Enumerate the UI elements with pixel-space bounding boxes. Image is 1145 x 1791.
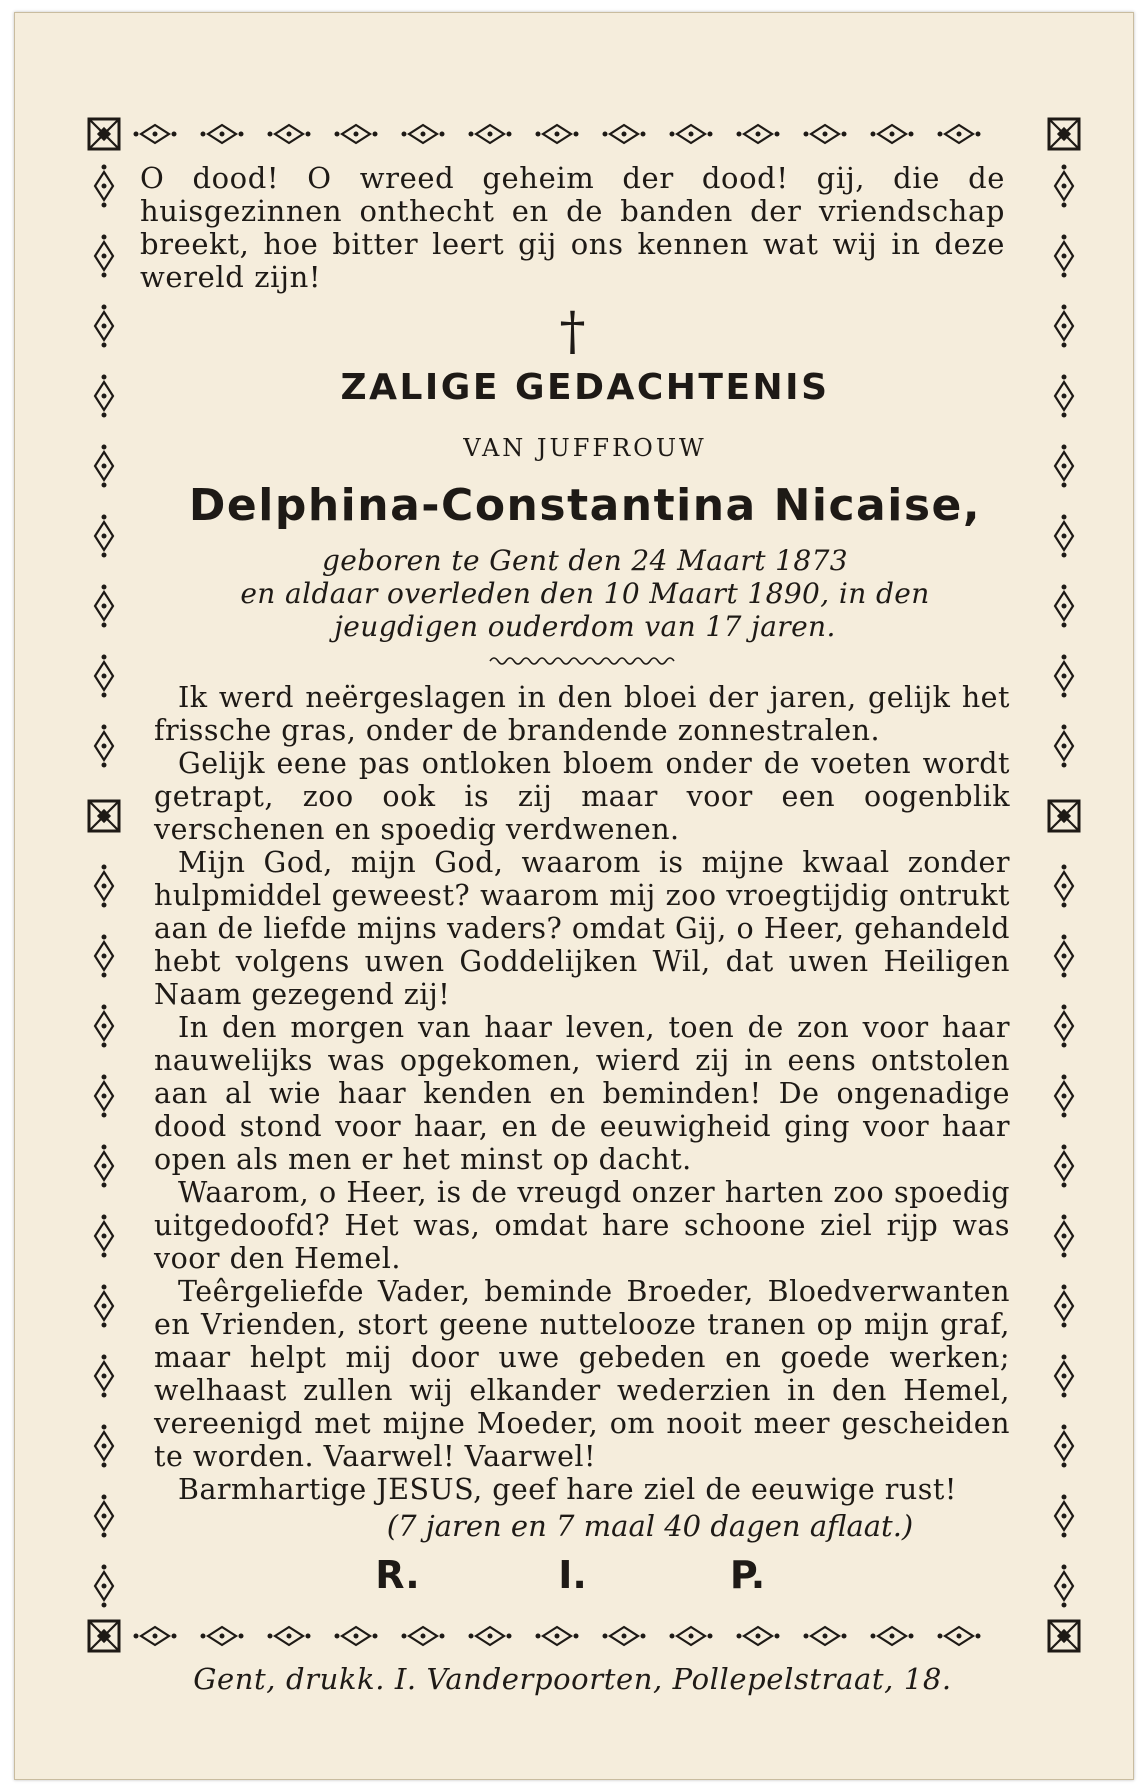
border-dot	[102, 1043, 107, 1048]
border-dot	[102, 655, 107, 660]
border-dot	[938, 132, 943, 137]
border-dot	[102, 1215, 107, 1220]
border-dot	[1062, 1304, 1067, 1309]
border-dot	[1062, 273, 1067, 278]
border-dot	[555, 132, 560, 137]
border-dot	[102, 744, 107, 749]
border-dot	[737, 1634, 742, 1639]
border-dot	[775, 132, 780, 137]
paragraph: In den morgen van haar leven, toen de zon voor haar nauwelijks was opgekomen, wierd zij in eens ontstolen aan al wie haar kenden en beminden! De ongenadige dood stond voor haar, en de eeuwigheid ging voor haar open als men er het minst op dacht.	[154, 1011, 1010, 1176]
border-dot	[102, 184, 107, 189]
border-dot	[440, 1634, 445, 1639]
border-dot	[373, 132, 378, 137]
border-dot	[890, 1634, 895, 1639]
border-dot	[201, 1634, 206, 1639]
border-dot	[102, 273, 107, 278]
border-dot	[1062, 1355, 1067, 1360]
border-dot	[823, 132, 828, 137]
border-dot	[1062, 1145, 1067, 1150]
border-dot	[1062, 254, 1067, 259]
border-dot	[1062, 1024, 1067, 1029]
border-dot	[1062, 534, 1067, 539]
border-dot	[804, 1634, 809, 1639]
border-dot	[1062, 973, 1067, 978]
border-dot	[1062, 865, 1067, 870]
birth-line-2: en aldaar overleden den 10 Maart 1890, in den	[240, 577, 930, 610]
border-dot	[102, 973, 107, 978]
border-dot	[890, 132, 895, 137]
border-dot	[268, 1634, 273, 1639]
border-dot	[641, 1634, 646, 1639]
border-dot	[102, 935, 107, 940]
border-dot	[1062, 235, 1067, 240]
border-dot	[102, 1145, 107, 1150]
border-dot	[102, 1374, 107, 1379]
birth-line-3: jeugdigen ouderdom van 17 jaren.	[334, 610, 836, 643]
border-dot	[102, 1304, 107, 1309]
border-dot	[402, 132, 407, 137]
border-dot	[1062, 1393, 1067, 1398]
border-dot	[871, 1634, 876, 1639]
border-dot	[574, 1634, 579, 1639]
border-dot	[957, 1634, 962, 1639]
border-dot	[102, 165, 107, 170]
border-dot	[1062, 1603, 1067, 1608]
border-dot	[775, 1634, 780, 1639]
intro-lament: O dood! O wreed geheim der dood! gij, die de huisgezinnen onthecht en de banden der vriendschap breekt, hoe bitter leert gij ons kennen wat wij in deze wereld zijn!	[140, 161, 1005, 294]
border-dot	[1062, 1005, 1067, 1010]
border-dot	[1062, 744, 1067, 749]
border-dot	[354, 132, 359, 137]
border-dot	[871, 132, 876, 137]
paragraph: Barmhartige JESUS, geef hare ziel de eeuwige rust!	[178, 1473, 957, 1506]
deceased-name: Delphina-Constantina Nicaise,	[188, 480, 982, 531]
border-dot	[1062, 903, 1067, 908]
border-dot	[172, 132, 177, 137]
border-dot	[440, 132, 445, 137]
border-dot	[622, 132, 627, 137]
border-dot	[488, 132, 493, 137]
border-dot	[1062, 674, 1067, 679]
border-dot	[134, 132, 139, 137]
border-dot	[102, 464, 107, 469]
border-dot	[1062, 655, 1067, 660]
border-dot	[102, 1094, 107, 1099]
border-dot	[102, 254, 107, 259]
paragraph: Teêrgeliefde Vader, beminde Broeder, Bloedverwanten en Vrienden, stort geene nuttelooze tranen op mijn graf, maar helpt mij door uwe gebeden en goede werken; welhaast zullen wij elkander wederzien in den Hemel, vereenigd met mijne Moeder, om nooit meer gescheiden te worden. Vaarwel! Vaarwel!	[154, 1275, 1010, 1473]
border-dot	[976, 1634, 981, 1639]
border-dot	[1062, 1183, 1067, 1188]
border-dot	[689, 132, 694, 137]
border-dot	[1062, 1444, 1067, 1449]
border-dot	[708, 132, 713, 137]
border-dot	[555, 1634, 560, 1639]
border-dot	[1062, 1463, 1067, 1468]
border-dot	[1062, 1234, 1067, 1239]
border-dot	[335, 1634, 340, 1639]
border-dot	[842, 132, 847, 137]
border-dot	[1062, 1164, 1067, 1169]
border-dot	[102, 1234, 107, 1239]
border-dot	[536, 1634, 541, 1639]
border-dot	[102, 1005, 107, 1010]
border-dot	[335, 132, 340, 137]
border-dot	[421, 1634, 426, 1639]
border-dot	[102, 1323, 107, 1328]
border-dot	[1062, 203, 1067, 208]
border-dot	[1062, 1425, 1067, 1430]
border-dot	[469, 1634, 474, 1639]
border-dot	[402, 1634, 407, 1639]
border-dot	[287, 132, 292, 137]
border-dot	[102, 903, 107, 908]
border-dot	[536, 132, 541, 137]
border-dot	[1062, 1075, 1067, 1080]
border-dot	[1062, 1285, 1067, 1290]
border-dot	[102, 1285, 107, 1290]
border-dot	[102, 235, 107, 240]
border-dot	[909, 132, 914, 137]
title-prefix: VAN JUFFROUW	[463, 434, 707, 462]
border-dot	[102, 693, 107, 698]
border-dot	[909, 1634, 914, 1639]
indulgence-note: (7 jaren en 7 maal 40 dagen aflaat.)	[386, 1509, 914, 1543]
border-dot	[1062, 693, 1067, 698]
border-dot	[670, 1634, 675, 1639]
border-dot	[102, 865, 107, 870]
border-dot	[1062, 165, 1067, 170]
rip-letter-p: P.	[729, 1553, 766, 1597]
border-dot	[102, 1463, 107, 1468]
border-dot	[1062, 1043, 1067, 1048]
border-dot	[102, 1183, 107, 1188]
border-dot	[102, 534, 107, 539]
rip-letter-i: I.	[558, 1553, 587, 1597]
border-dot	[306, 1634, 311, 1639]
border-dot	[488, 1634, 493, 1639]
border-dot	[1062, 413, 1067, 418]
border-dot	[102, 1355, 107, 1360]
border-dot	[102, 1075, 107, 1080]
border-dot	[1062, 1323, 1067, 1328]
border-dot	[102, 1495, 107, 1500]
border-dot	[737, 132, 742, 137]
border-dot	[641, 132, 646, 137]
rip-letters	[0, 1553, 1145, 1597]
border-dot	[172, 1634, 177, 1639]
border-dot	[603, 132, 608, 137]
border-dot	[507, 132, 512, 137]
border-dot	[1062, 935, 1067, 940]
paragraph: Mijn God, mijn God, waarom is mijne kwaal zonder hulpmiddel geweest? waarom mij zoo vroegtijdig ontrukt aan de liefde mijns vaders? omdat Gij, o Heer, gehandeld hebt volgens uwen Goddelijken Wil, dat uwen Heiligen Naam gezegend zij!	[154, 846, 1010, 1011]
border-dot	[102, 1393, 107, 1398]
border-dot	[287, 1634, 292, 1639]
border-dot	[1062, 884, 1067, 889]
border-dot	[1062, 1253, 1067, 1258]
border-dot	[823, 1634, 828, 1639]
printer-imprint: Gent, drukk. I. Vanderpoorten, Pollepelstraat, 18.	[193, 1662, 952, 1696]
border-dot	[622, 1634, 627, 1639]
border-dot	[1062, 1094, 1067, 1099]
border-dot	[1062, 1215, 1067, 1220]
border-dot	[102, 1603, 107, 1608]
border-dot	[220, 1634, 225, 1639]
wavy-divider	[488, 655, 678, 667]
border-dot	[421, 132, 426, 137]
border-dot	[507, 1634, 512, 1639]
border-dot	[1062, 954, 1067, 959]
birth-line-1: geboren te Gent den 24 Maart 1873	[321, 544, 849, 577]
border-dot	[102, 1425, 107, 1430]
border-dot	[102, 1444, 107, 1449]
border-dot	[102, 954, 107, 959]
border-dot	[102, 203, 107, 208]
border-dot	[306, 132, 311, 137]
border-dot	[1062, 1113, 1067, 1118]
border-dot	[1062, 763, 1067, 768]
border-dot	[756, 132, 761, 137]
border-dot	[239, 132, 244, 137]
border-dot	[239, 1634, 244, 1639]
border-dot	[373, 1634, 378, 1639]
border-dot	[1062, 1495, 1067, 1500]
border-dot	[1062, 1374, 1067, 1379]
border-dot	[708, 1634, 713, 1639]
border-dot	[102, 1253, 107, 1258]
border-dot	[756, 1634, 761, 1639]
border-dot	[102, 1113, 107, 1118]
heading-title: ZALIGE GEDACHTENIS	[340, 367, 830, 408]
border-dot	[102, 884, 107, 889]
rip-letter-r: R.	[375, 1553, 420, 1597]
border-dot	[102, 413, 107, 418]
border-dot	[102, 1024, 107, 1029]
paragraph: Ik werd neërgeslagen in den bloei der jaren, gelijk het frissche gras, onder de brandende zonnestralen.	[154, 681, 1010, 747]
border-dot	[1062, 464, 1067, 469]
border-dot	[102, 674, 107, 679]
border-dot	[938, 1634, 943, 1639]
border-dot	[603, 1634, 608, 1639]
border-dot	[957, 132, 962, 137]
cross-icon: †	[559, 302, 586, 362]
border-dot	[220, 132, 225, 137]
border-dot	[102, 725, 107, 730]
border-dot	[102, 1164, 107, 1169]
border-dot	[153, 1634, 158, 1639]
border-dot	[689, 1634, 694, 1639]
border-dot	[670, 132, 675, 137]
prayer-text	[154, 681, 1010, 1506]
border-dot	[354, 1634, 359, 1639]
border-dot	[102, 763, 107, 768]
border-dot	[469, 132, 474, 137]
border-dot	[574, 132, 579, 137]
border-dot	[153, 132, 158, 137]
border-dot	[201, 132, 206, 137]
border-dot	[1062, 184, 1067, 189]
border-dot	[976, 132, 981, 137]
border-dot	[1062, 725, 1067, 730]
paragraph: Gelijk eene pas ontloken bloem onder de voeten wordt getrapt, zoo ook is zij maar voor een oogenblik verschenen en spoedig verdwenen.	[154, 747, 1010, 846]
border-dot	[268, 132, 273, 137]
paragraph: Waarom, o Heer, is de vreugd onzer harten zoo spoedig uitgedoofd? Het was, omdat hare schoone ziel rijp was voor den Hemel.	[154, 1176, 1010, 1275]
border-dot	[804, 132, 809, 137]
border-dot	[134, 1634, 139, 1639]
border-dot	[842, 1634, 847, 1639]
